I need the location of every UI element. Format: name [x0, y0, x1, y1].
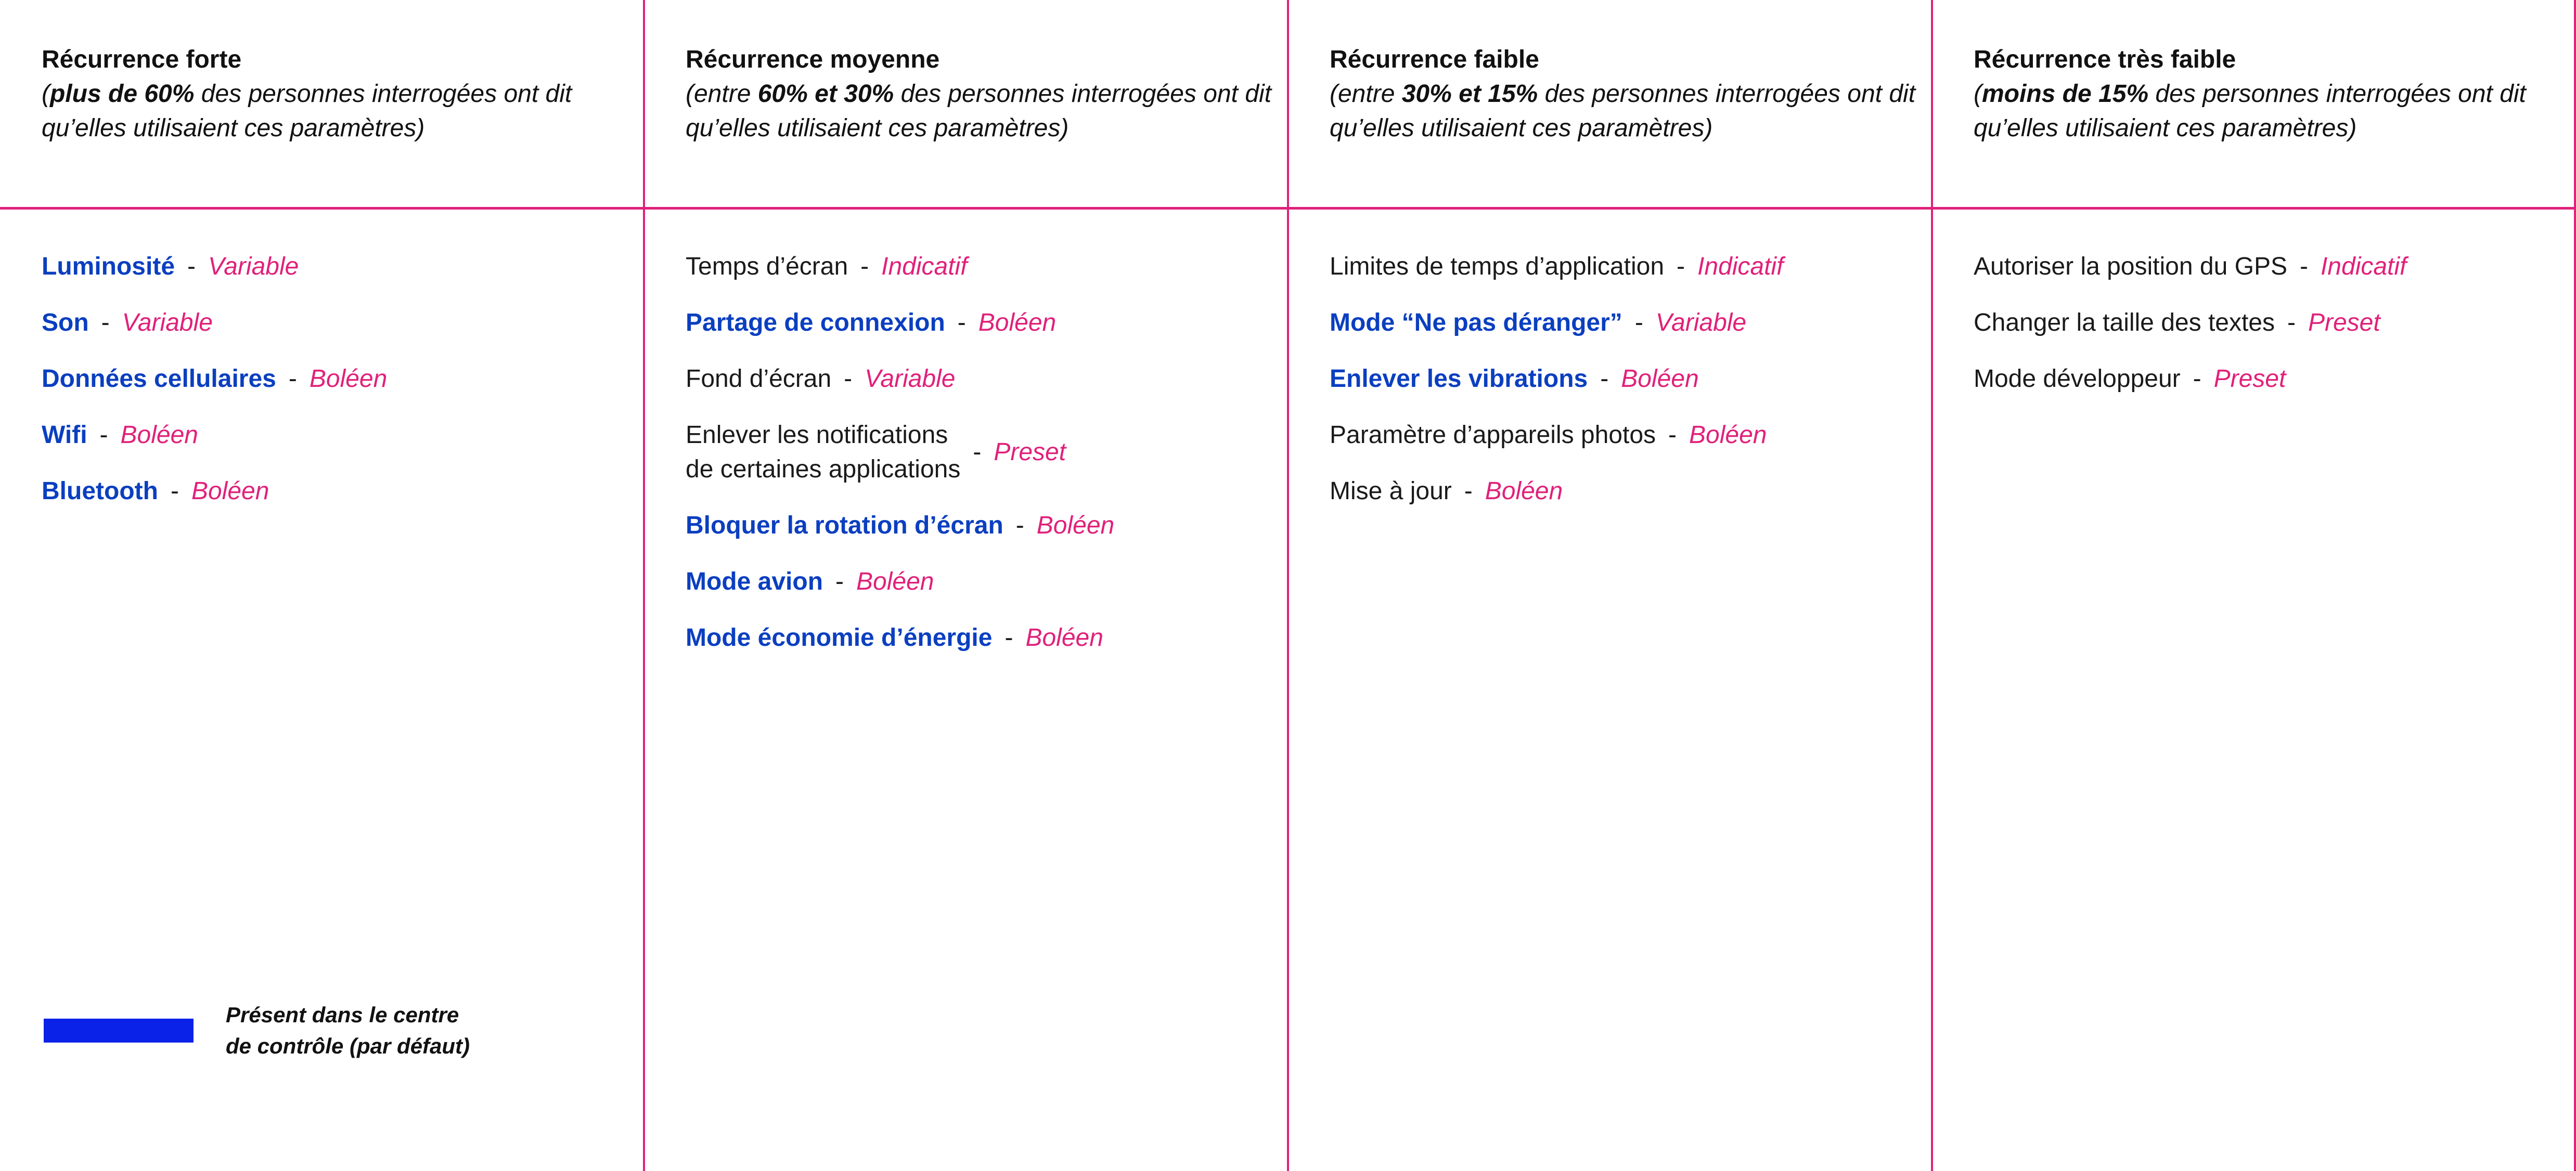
separator: - — [1677, 253, 1685, 280]
setting-type: Boléen — [1025, 624, 1103, 652]
separator: - — [288, 365, 297, 393]
separator: - — [187, 253, 196, 280]
separator: - — [1015, 512, 1024, 539]
setting-type: Boléen — [191, 477, 269, 505]
setting-label: Temps d’écran — [686, 253, 848, 280]
column-divider — [1931, 0, 1933, 1171]
legend — [44, 999, 517, 1062]
setting-label: Paramètre d’appareils photos — [1330, 421, 1656, 449]
legend-swatch — [44, 1019, 194, 1043]
column-header — [42, 43, 629, 146]
separator: - — [1634, 309, 1643, 336]
setting-type: Boléen — [1036, 512, 1115, 539]
setting-type: Variable — [865, 365, 956, 393]
setting-item — [1330, 306, 1933, 340]
setting-type: Boléen — [1485, 477, 1563, 505]
setting-item — [1330, 250, 1933, 284]
column-header — [686, 43, 1273, 146]
settings-list — [1330, 250, 1933, 530]
separator: - — [2193, 365, 2201, 393]
setting-type: Boléen — [1689, 421, 1767, 449]
description-percentage: plus de 60% — [49, 80, 195, 108]
separator: - — [1004, 624, 1013, 652]
setting-item — [1330, 474, 1933, 509]
column-title: Récurrence très faible — [1974, 46, 2236, 73]
column-description — [1974, 77, 2561, 146]
setting-label: Mode développeur — [1974, 365, 2181, 393]
description-prefix: ( — [42, 80, 50, 108]
column-description — [686, 77, 1273, 146]
separator: - — [1464, 477, 1473, 505]
setting-label: Bluetooth — [42, 477, 158, 505]
setting-item — [686, 621, 1289, 655]
setting-item — [686, 362, 1289, 396]
legend-label: Présent dans le centre de contrôle (par défaut) — [226, 1003, 470, 1058]
setting-label: Limites de temps d’application — [1330, 253, 1665, 280]
setting-item — [1330, 418, 1933, 452]
description-text: des personnes interrogées ont dit qu’elles utilisaient ces paramètres) — [1330, 80, 1916, 142]
column-divider — [643, 0, 645, 1171]
setting-type: Indicatif — [1697, 253, 1784, 280]
setting-label: Mode avion — [686, 568, 823, 595]
setting-type: Boléen — [120, 421, 198, 449]
separator: - — [835, 568, 844, 595]
setting-item — [1330, 362, 1933, 396]
setting-type: Variable — [122, 309, 213, 336]
setting-type: Variable — [208, 253, 299, 280]
setting-type: Boléen — [856, 568, 934, 595]
setting-item — [42, 306, 645, 340]
setting-item — [1974, 306, 2576, 340]
description-percentage: 30% et 15% — [1401, 80, 1538, 108]
settings-list — [1974, 250, 2576, 418]
setting-label: Mode “Ne pas déranger” — [1330, 309, 1622, 336]
setting-type: Preset — [994, 438, 1066, 466]
separator: - — [844, 365, 853, 393]
setting-item — [1974, 362, 2576, 396]
setting-type: Boléen — [978, 309, 1057, 336]
column-description — [42, 77, 629, 146]
description-text: des personnes interrogées ont dit qu’elles utilisaient ces paramètres) — [686, 80, 1272, 142]
separator: - — [101, 309, 110, 336]
setting-type: Indicatif — [2320, 253, 2407, 280]
description-text: des personnes interrogées ont dit qu’elles utilisaient ces paramètres) — [42, 80, 572, 142]
setting-type: Preset — [2213, 365, 2286, 393]
description-prefix: (entre — [1330, 80, 1402, 108]
setting-label: Bloquer la rotation d’écran — [686, 512, 1003, 539]
setting-type: Boléen — [309, 365, 388, 393]
setting-label: Mise à jour — [1330, 477, 1452, 505]
column-divider — [2574, 0, 2576, 1171]
setting-item — [686, 565, 1289, 599]
separator: - — [1668, 421, 1677, 449]
description-text: des personnes interrogées ont dit qu’elles utilisaient ces paramètres) — [1974, 80, 2526, 142]
setting-item — [42, 362, 645, 396]
setting-label: Autoriser la position du GPS — [1974, 253, 2287, 280]
setting-label: Fond d’écran — [686, 365, 832, 393]
description-prefix: ( — [1974, 80, 1982, 108]
description-percentage: moins de 15% — [1981, 80, 2149, 108]
setting-item — [1974, 250, 2576, 284]
setting-label: Wifi — [42, 421, 87, 449]
setting-label: Changer la taille des textes — [1974, 309, 2275, 336]
separator: - — [170, 477, 179, 505]
settings-list — [686, 250, 1289, 677]
description-percentage: 60% et 30% — [757, 80, 894, 108]
column-title: Récurrence moyenne — [686, 46, 940, 73]
setting-item — [686, 306, 1289, 340]
setting-item — [686, 509, 1289, 543]
setting-label: Mode économie d’énergie — [686, 624, 993, 652]
setting-item — [42, 474, 645, 509]
separator: - — [2299, 253, 2308, 280]
separator: - — [957, 309, 966, 336]
setting-label: Enlever les vibrations — [1330, 365, 1588, 393]
separator: - — [860, 253, 869, 280]
setting-type: Preset — [2308, 309, 2380, 336]
setting-type: Boléen — [1621, 365, 1699, 393]
column-header — [1330, 43, 1917, 146]
description-prefix: (entre — [686, 80, 758, 108]
settings-list — [42, 250, 645, 530]
setting-label: Partage de connexion — [686, 309, 945, 336]
setting-type: Indicatif — [881, 253, 968, 280]
setting-item — [686, 418, 1289, 487]
separator: - — [99, 421, 108, 449]
setting-item — [42, 250, 645, 284]
separator: - — [2287, 309, 2296, 336]
column-header — [1974, 43, 2561, 146]
separator: - — [1600, 365, 1609, 393]
separator: - — [973, 438, 982, 466]
setting-label: Son — [42, 309, 89, 336]
column-title: Récurrence faible — [1330, 46, 1539, 73]
setting-label: Enlever les notifications de certaines applications — [686, 421, 961, 483]
setting-item — [42, 418, 645, 452]
setting-item — [686, 250, 1289, 284]
column-description — [1330, 77, 1917, 146]
setting-label: Données cellulaires — [42, 365, 276, 393]
column-title: Récurrence forte — [42, 46, 242, 73]
setting-label: Luminosité — [42, 253, 175, 280]
setting-type: Variable — [1655, 309, 1747, 336]
